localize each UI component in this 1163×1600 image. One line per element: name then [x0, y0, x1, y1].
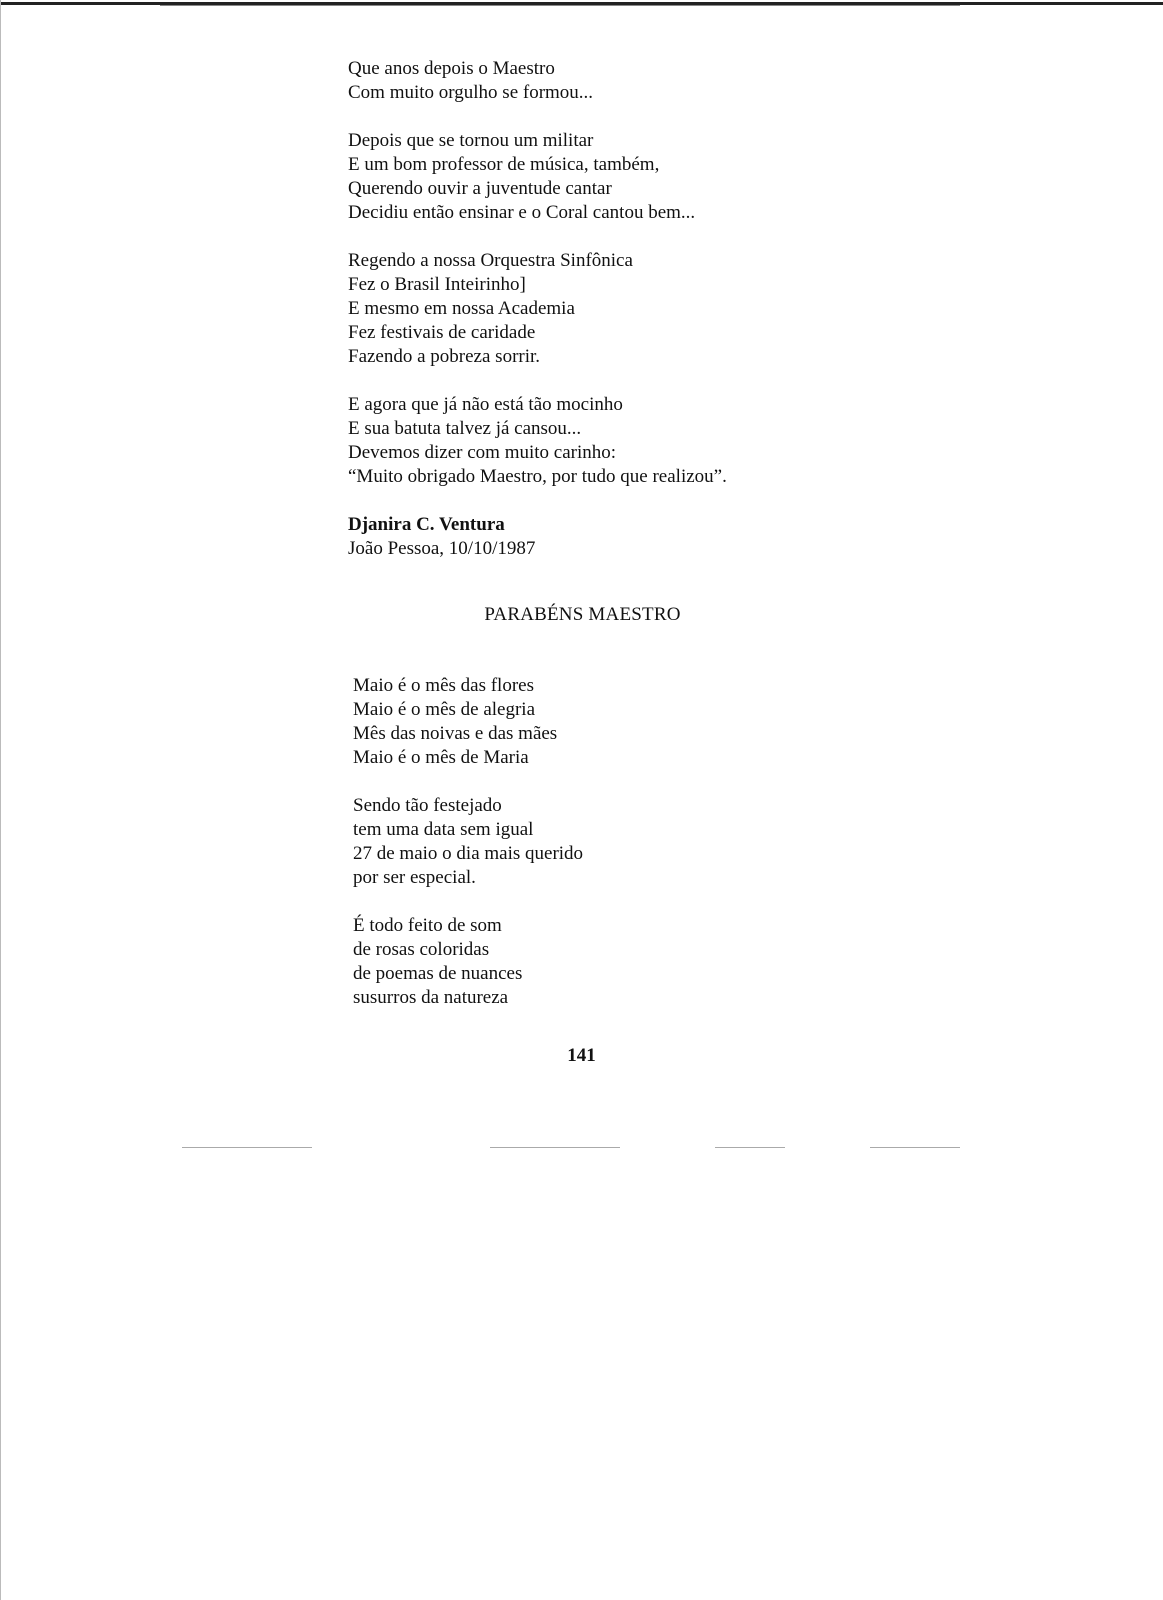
author-name: Djanira C. Ventura: [348, 514, 505, 535]
poem-line: Com muito orgulho se formou...: [348, 82, 594, 103]
scan-artifact-line: [870, 1147, 960, 1148]
poem-line: tem uma data sem igual: [353, 819, 534, 840]
left-page-edge: [0, 0, 1, 1600]
poem-line: 27 de maio o dia mais querido: [353, 843, 584, 864]
poem-2-stanza-2: [353, 794, 873, 890]
page-number-text: 141: [567, 1045, 596, 1066]
poem-line: Fez o Brasil Inteirinho]: [348, 274, 526, 295]
poem-line: Depois que se tornou um militar: [348, 130, 594, 151]
poem-line: Regendo a nossa Orquestra Sinfônica: [348, 250, 633, 271]
poem-line: Sendo tão festejado: [353, 795, 502, 816]
place-date: João Pessoa, 10/10/1987: [348, 538, 536, 559]
poem-line: de poemas de nuances: [353, 963, 523, 984]
poem-line: Fez festivais de caridade: [348, 322, 536, 343]
poem-line: E sua batuta talvez já cansou...: [348, 418, 582, 439]
poem-line: Querendo ouvir a juventude cantar: [348, 178, 612, 199]
scan-artifact-line: [182, 1147, 312, 1148]
poem-1-stanza-2: [348, 129, 868, 225]
poem-line: É todo feito de som: [353, 915, 502, 936]
poem-line: E mesmo em nossa Academia: [348, 298, 575, 319]
poem-line: Mês das noivas e das mães: [353, 723, 558, 744]
poem-line: Que anos depois o Maestro: [348, 58, 555, 79]
poem-2: [353, 674, 873, 1034]
scan-artifact-line: [490, 1147, 620, 1148]
scan-artifact-line: [715, 1147, 785, 1148]
poem-1-signature: [348, 513, 868, 561]
poem-line: Decidiu então ensinar e o Coral cantou bem...: [348, 202, 696, 223]
poem-line: de rosas coloridas: [353, 939, 490, 960]
poem-line: Maio é o mês de alegria: [353, 699, 536, 720]
top-border-thin-rule: [160, 5, 960, 6]
poem-1-stanza-3: [348, 249, 868, 369]
poem-line: Fazendo a pobreza sorrir.: [348, 346, 541, 367]
poem-line: por ser especial.: [353, 867, 476, 888]
poem-line: Maio é o mês das flores: [353, 675, 534, 696]
page-number: [0, 1044, 1163, 1068]
poem-2-title-text: PARABÉNS MAESTRO: [484, 604, 681, 625]
poem-1: [348, 57, 868, 585]
poem-2-stanza-1: [353, 674, 873, 770]
poem-line: “Muito obrigado Maestro, por tudo que realizou”.: [348, 466, 727, 487]
poem-2-stanza-3: [353, 914, 873, 1010]
poem-line: Maio é o mês de Maria: [353, 747, 529, 768]
poem-line: susurros da natureza: [353, 987, 509, 1008]
poem-line: E agora que já não está tão mocinho: [348, 394, 623, 415]
poem-line: E um bom professor de música, também,: [348, 154, 660, 175]
poem-line: Devemos dizer com muito carinho:: [348, 442, 617, 463]
poem-1-stanza-1: [348, 57, 868, 105]
poem-1-stanza-4: [348, 393, 868, 489]
poem-2-title: [0, 603, 1163, 627]
